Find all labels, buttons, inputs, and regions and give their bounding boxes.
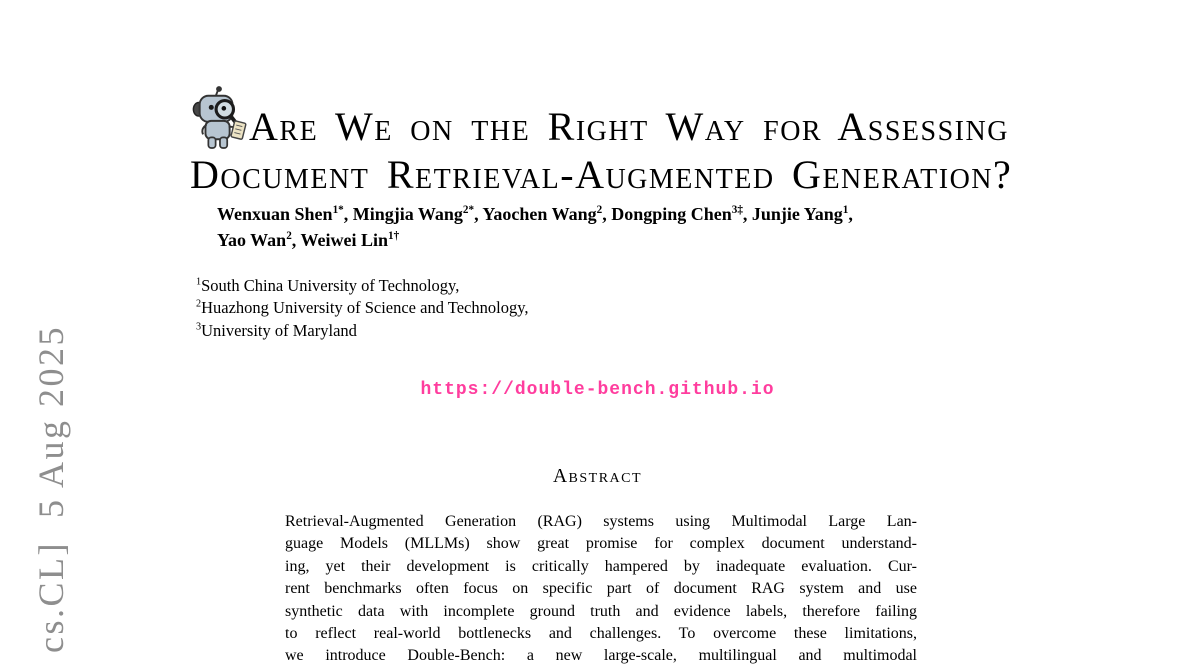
robot-magnifier-icon — [190, 84, 248, 152]
paper-title-line1 — [190, 84, 1009, 152]
author-line — [217, 227, 997, 253]
paper-title-line2: Document Retrieval-Augmented Generation? — [190, 152, 1013, 197]
abstract-line: rent benchmarks often focus on specific part of document RAG system and use — [285, 580, 917, 598]
paper-title — [190, 84, 1013, 198]
author-affiliation-marker: 1† — [387, 230, 400, 242]
author-affiliation-marker: 2 — [596, 204, 603, 216]
paper-title-line1-text: Are We on the Right Way for Assessing — [249, 104, 1009, 149]
affiliation-marker: 3 — [196, 321, 202, 333]
abstract-line: ing, yet their development is critically hampered by inadequate evaluation. Cur- — [285, 557, 917, 575]
abstract-text — [285, 511, 917, 668]
abstract-heading: Abstract — [552, 466, 643, 487]
author-affiliation-marker: 1 — [842, 204, 849, 216]
affiliation-marker: 2 — [196, 298, 202, 310]
affiliation: $^3$University of Maryland — [196, 320, 357, 340]
affiliation: $^1$South China University of Technology, — [196, 276, 460, 295]
arxiv-watermark: cs.CL] 5 Aug 2025 — [31, 325, 71, 653]
abstract-line: guage Models (MLLMs) show great promise for complex document understand- — [285, 535, 917, 553]
author: Wenxuan Shen$^{1*}$, — [217, 204, 353, 224]
affiliation-marker: 1 — [196, 276, 202, 288]
author: Yao Wan$^2$, — [217, 230, 301, 250]
author-list — [217, 201, 997, 253]
author-affiliation-marker: 3‡ — [731, 204, 743, 216]
author-affiliation-marker: 1* — [332, 204, 344, 216]
author: Yaochen Wang$^2$, — [482, 204, 612, 224]
author: Junjie Yang$^1$, — [751, 204, 853, 224]
author-affiliation-marker: 2 — [286, 230, 292, 242]
affiliation-list — [196, 275, 529, 342]
author: Mingjia Wang$^{2*}$, — [352, 204, 483, 224]
author-affiliation-marker: 2* — [462, 204, 475, 216]
abstract-line: synthetic data with incomplete ground truth and evidence labels, therefore failing — [285, 602, 917, 620]
abstract-line: we introduce Double-Bench: a new large-scale, multilingual and multimodal — [285, 647, 917, 665]
author: Dongping Chen$^{3\ddagger}$, — [611, 204, 752, 224]
abstract-line: to reflect real-world bottlenecks and challenges. To overcome these limitations, — [285, 625, 917, 643]
author: Weiwei Lin$^{1\dagger}$ — [300, 230, 400, 250]
affiliation: $^2$Huazhong University of Science and Technology, — [196, 298, 529, 318]
author-line — [217, 201, 997, 227]
project-link[interactable]: https://double-bench.github.io — [420, 380, 775, 400]
abstract-line: Retrieval-Augmented Generation (RAG) systems using Multimodal Large Lan- — [285, 513, 917, 530]
